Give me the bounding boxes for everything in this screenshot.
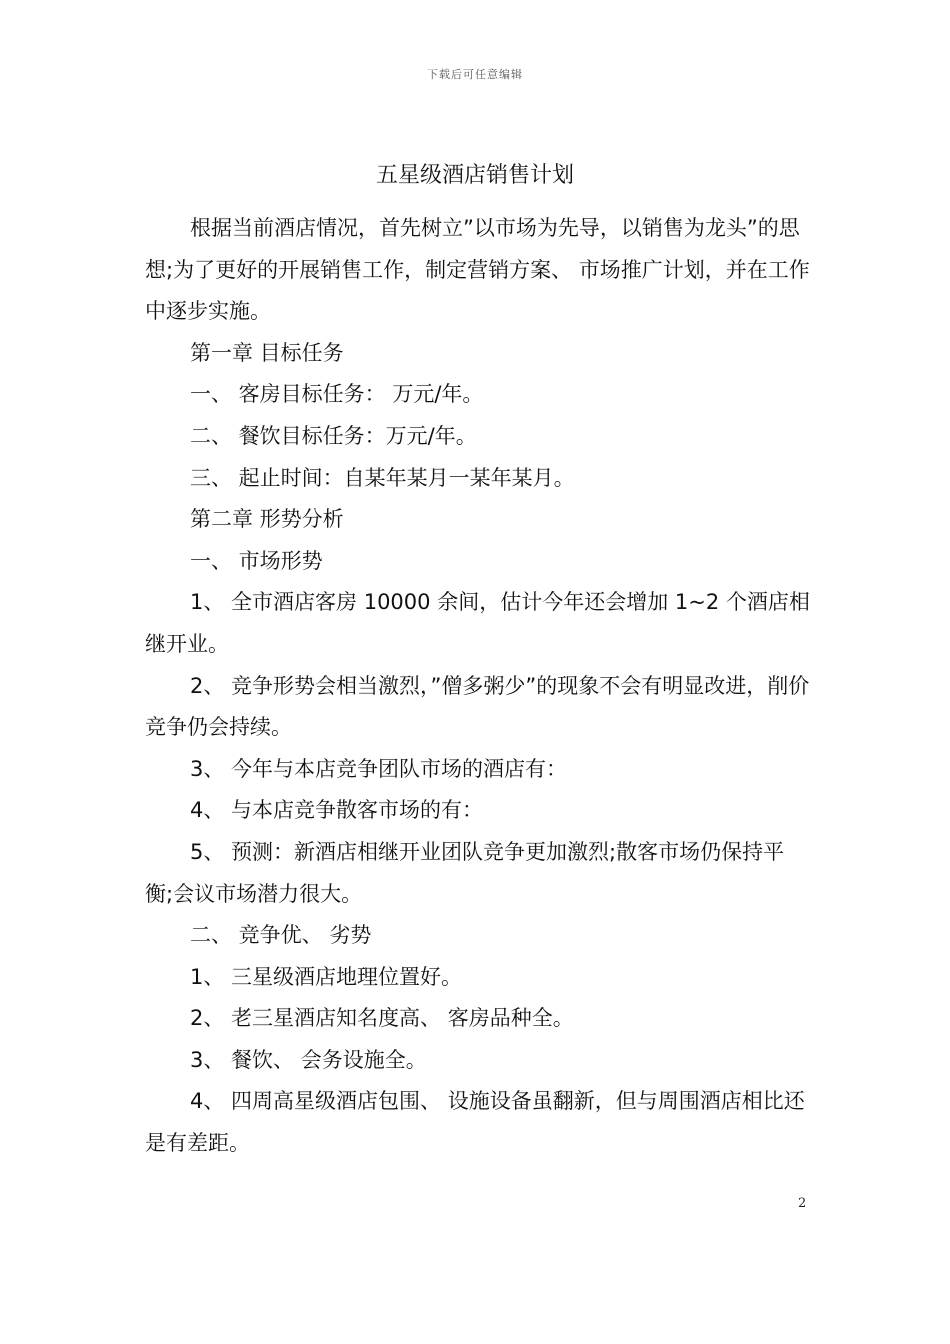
page-number: 2 (798, 1196, 807, 1211)
page-header: 下载后可任意编辑 (427, 68, 523, 81)
list-item: 2、 竞争形势会相当激烈，”僧多粥少”的现象不会有明显改进，削价竞争仍会持续。 (145, 673, 810, 740)
document-title: 五星级酒店销售计划 (375, 163, 574, 188)
list-item: 5、 预测：新酒店相继开业团队竞争更加激烈;散客市场仍保持平衡;会议市场潜力很大。 (145, 839, 785, 906)
list-item: 1、 全市酒店客房 10000 余间，估计今年还会增加 1~2 个酒店相继开业。 (145, 590, 810, 656)
paragraph-intro: 根据当前酒店情况，首先树立”以市场为先导，以销售为龙头”的思想;为了更好的开展销售工作，制定营销方案、 市场推广计划，并在工作中逐步实施。 (145, 216, 810, 324)
list-item: 二、 餐饮目标任务：万元/年。 (190, 423, 477, 448)
chapter-1-heading: 第一章 目标任务 (190, 340, 344, 365)
list-item: 4、 四周高星级酒店包围、 设施设备虽翻新，但与周围酒店相比还是有差距。 (145, 1089, 805, 1156)
section-heading: 一、 市场形势 (190, 548, 323, 573)
document-body (145, 208, 810, 1165)
list-item: 4、 与本店竞争散客市场的有： (190, 798, 484, 823)
list-item: 3、 今年与本店竞争团队市场的酒店有： (190, 756, 568, 781)
list-item: 2、 老三星酒店知名度高、 客房品种全。 (190, 1006, 574, 1031)
list-item: 一、 客房目标任务： 万元/年。 (190, 382, 484, 407)
section-heading: 二、 竞争优、 劣势 (190, 923, 372, 948)
list-item: 三、 起止时间：自某年某月一某年某月。 (190, 465, 575, 490)
list-item: 3、 餐饮、 会务设施全。 (190, 1047, 427, 1072)
chapter-2-heading: 第二章 形势分析 (190, 507, 344, 532)
list-item: 1、 三星级酒店地理位置好。 (190, 964, 463, 989)
